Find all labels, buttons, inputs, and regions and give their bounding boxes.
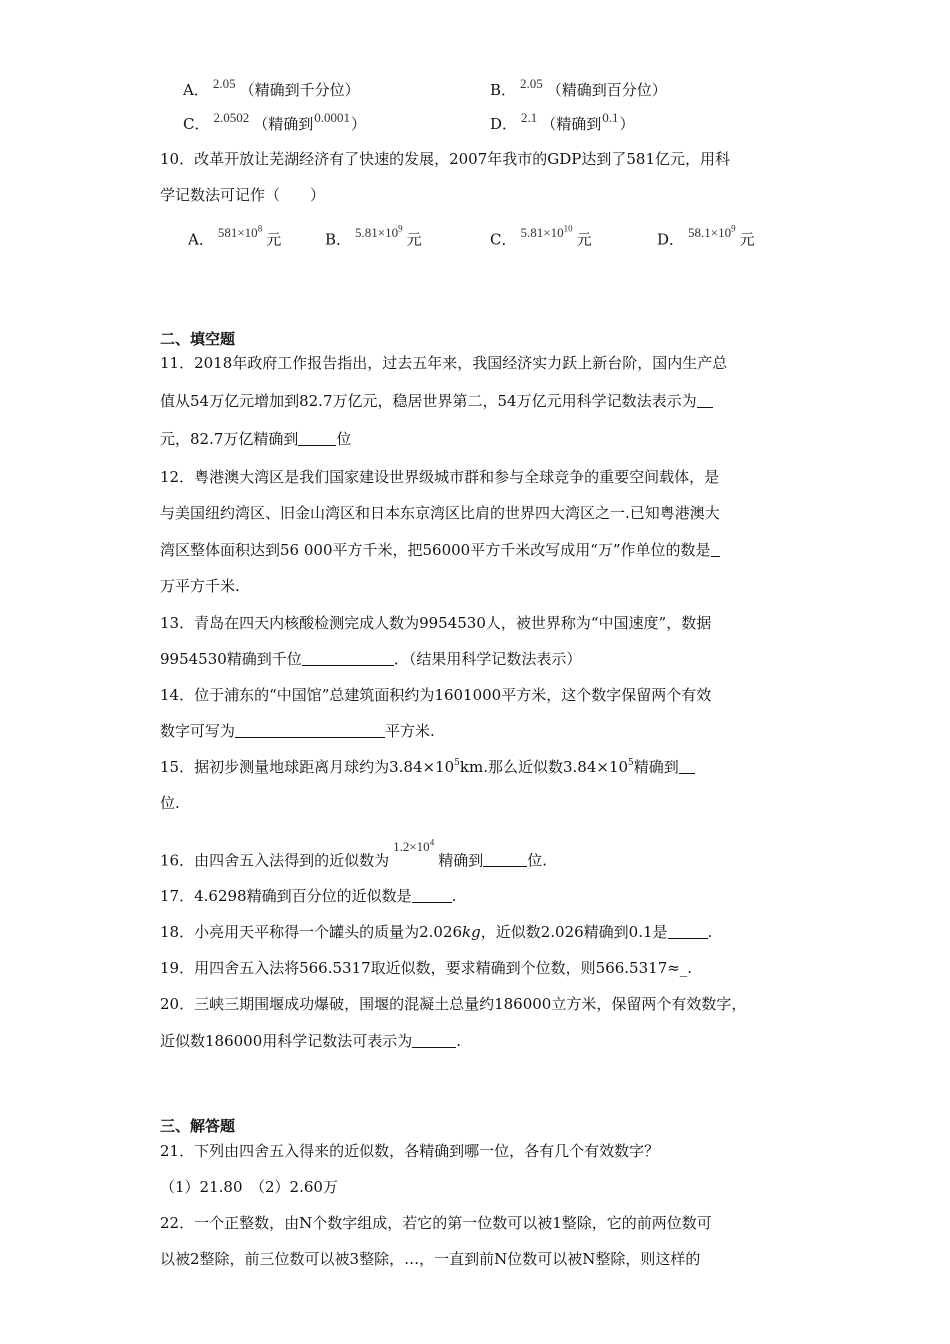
q9-option-d — [490, 110, 635, 134]
q21-line-2: （1）21.80 （2）2.60万 — [160, 1178, 338, 1196]
option-note: （精确到 — [541, 115, 602, 133]
option-label: B． — [490, 81, 517, 99]
math-value: $58.1\times 10^9$ — [688, 224, 736, 241]
option-unit: 元 — [576, 230, 592, 249]
q20-line-1: 20．三峡三期围堰成功爆破，围堰的混凝土总量约186000立方米，保留两个有效数字， — [160, 995, 747, 1013]
q15-line-2: 位. — [160, 794, 180, 812]
q13-line-2: 9954530精确到千位 ．（结果用科学记数法表示） — [160, 650, 582, 668]
q15-line-1: 15．据初步测量地球距离月球约为$3.84\times 10^5km$.那么近似数$3.84\times 10^5$精确到 — [160, 756, 695, 777]
q12-line-3: 湾区整体面积达到56 000平方千米，把56000平方千米改写成用“万”作单位的数是 — [160, 539, 720, 560]
option-label: A． — [183, 81, 209, 99]
math-value: $1.2\times 10^4$ — [393, 838, 435, 855]
answer-blank[interactable] — [298, 431, 336, 446]
answer-blank[interactable] — [668, 924, 708, 939]
q12-line-2: 与美国纽约湾区、旧金山湾区和日本东京湾区比肩的世界四大湾区之一.已知粤港澳大 — [160, 504, 720, 522]
option-label: C． — [183, 115, 210, 133]
q12-line-4: 万平方千米. — [160, 577, 240, 595]
section-heading-answer: 三、解答题 — [160, 1117, 236, 1135]
math-value: 0.1 — [602, 110, 619, 125]
option-label: D． — [490, 115, 518, 133]
option-note: （精确到 — [253, 115, 314, 133]
q10-line-2: 学记数法可记作（ ） — [160, 186, 326, 204]
answer-blank[interactable] — [412, 888, 452, 903]
section-heading-fill-in: 二、填空题 — [160, 330, 236, 348]
q9-option-a — [183, 76, 360, 100]
option-unit: 元 — [266, 230, 282, 249]
q10-line-1: 10．改革开放让芜湖经济有了快速的发展，2007年我市的GDP达到了581亿元，用科 — [160, 150, 730, 168]
q22-line-1: 22．一个正整数，由N个数字组成，若它的第一位数可以被1整除，它的前两位数可 — [160, 1214, 712, 1232]
q12-line-1: 12．粤港澳大湾区是我们国家建设世界级城市群和参与全球竞争的重要空间载体，是 — [160, 468, 720, 486]
option-label: D． — [657, 230, 685, 249]
q14-line-1: 14．位于浦东的“中国馆”总建筑面积约为1601000平方米，这个数字保留两个有效 — [160, 686, 712, 704]
q19-line: 19．用四舍五入法将566.5317取近似数，要求精确到个位数，则566.5317≈_. — [160, 959, 693, 977]
q10-option-d — [657, 224, 755, 249]
q10-option-a — [188, 224, 281, 249]
math-value: 2.0502 — [213, 110, 250, 125]
math-value: 2.1 — [521, 110, 538, 125]
q13-line-1: 13．青岛在四天内核酸检测完成人数为9954530人，被世界称为“中国速度”，数据 — [160, 614, 712, 632]
option-unit: 元 — [739, 230, 755, 249]
math-value: $5.81\times 10^{10}$ — [520, 224, 573, 241]
math-value: $581\times 10^8$ — [217, 224, 263, 241]
q20-line-2: 近似数186000用科学记数法可表示为 . — [160, 1032, 462, 1050]
option-label: B． — [325, 230, 352, 249]
math-value: 2.05 — [520, 76, 543, 91]
answer-blank[interactable] — [483, 852, 527, 867]
answer-blank[interactable] — [679, 759, 695, 774]
q17-line: 17．4.6298精确到百分位的近似数是 . — [160, 887, 457, 905]
q11-line-3: 元，82.7万亿精确到 位 — [160, 430, 352, 448]
math-value: 2.05 — [212, 76, 236, 91]
q22-line-2: 以被2整除，前三位数可以被3整除，…，一直到前N位数可以被N整除，则这样的 — [160, 1250, 701, 1268]
math-value: 0.0001 — [314, 110, 350, 125]
q14-line-2: 数字可写为 平方米. — [160, 722, 435, 740]
option-note: ） — [619, 115, 635, 133]
answer-blank[interactable] — [302, 651, 394, 666]
option-label: A． — [188, 230, 214, 249]
q9-option-b — [490, 76, 667, 100]
answer-blank[interactable] — [412, 1033, 456, 1048]
option-note: ） — [351, 115, 367, 133]
q10-option-c — [490, 224, 592, 249]
answer-blank[interactable] — [235, 723, 385, 738]
math-value: $5.81\times 10^9$ — [355, 224, 403, 241]
answer-blank[interactable] — [697, 393, 713, 408]
option-note: （精确到百分位） — [546, 81, 667, 99]
q21-line-1: 21．下列由四舍五入得来的近似数，各精确到哪一位，各有几个有效数字？ — [160, 1142, 660, 1160]
q9-option-c — [183, 110, 366, 134]
option-label: C． — [490, 230, 517, 249]
q10-option-b — [325, 224, 422, 249]
answer-blank[interactable] — [711, 542, 720, 557]
q11-line-1: 11．2018年政府工作报告指出，过去五年来，我国经济实力跃上新台阶，国内生产总 — [160, 354, 728, 372]
option-note: （精确到千分位） — [239, 81, 360, 99]
q18-line: 18．小亮用天平称得一个罐头的质量为2.026kg，近似数2.026精确到0.1是 . — [160, 923, 713, 941]
q16-line: 16．由四舍五入法得到的近似数为$1.2\times 10^4$精确到 位. — [160, 838, 547, 870]
q11-line-2: 值从54万亿元增加到82.7万亿元，稳居世界第二，54万亿元用科学记数法表示为 — [160, 390, 713, 411]
option-unit: 元 — [406, 230, 422, 249]
